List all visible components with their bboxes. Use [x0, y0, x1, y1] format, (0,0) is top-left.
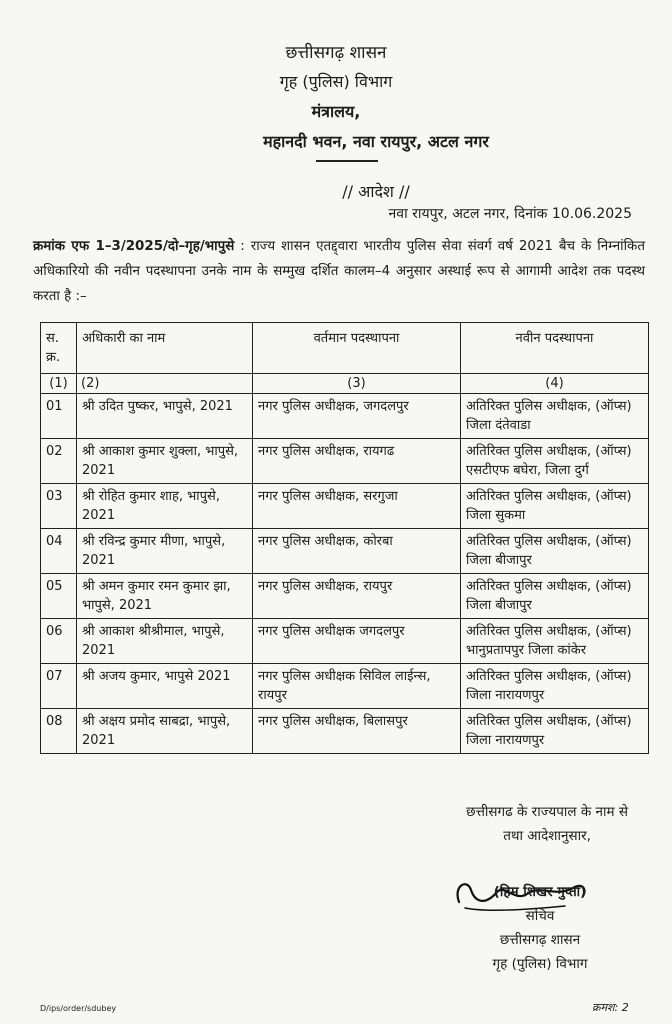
- table-row: [41, 664, 649, 709]
- order-body: [33, 234, 645, 309]
- row-sno: 01: [41, 394, 77, 439]
- file-reference: D/ips/order/sdubey: [40, 1004, 117, 1013]
- row-sno: 08: [41, 709, 77, 754]
- table-row: [41, 709, 649, 754]
- col-number: (1): [41, 374, 77, 394]
- row-current-posting: नगर पुलिस अधीक्षक सिविल लाईन्स, रायपुर: [253, 664, 461, 709]
- row-officer-name: श्री अजय कुमार, भापुसे 2021: [77, 664, 253, 709]
- continued-marker: क्रमश: 2: [592, 1001, 629, 1014]
- row-sno: 07: [41, 664, 77, 709]
- closing-line-1: छत्तीसगढ के राज्यपाल के नाम से: [466, 804, 628, 820]
- row-current-posting: नगर पुलिस अधीक्षक, बिलासपुर: [253, 709, 461, 754]
- row-officer-name: श्री रविन्द्र कुमार मीणा, भापुसे, 2021: [77, 529, 253, 574]
- row-new-posting: अतिरिक्त पुलिस अधीक्षक, (ऑप्स) जिला बीजापुर: [461, 529, 649, 574]
- row-current-posting: नगर पुलिस अधीक्षक, सरगुजा: [253, 484, 461, 529]
- col-header-name: अधिकारी का नाम: [77, 323, 253, 374]
- row-current-posting: नगर पुलिस अधीक्षक, रायगढ: [253, 439, 461, 484]
- row-current-posting: नगर पुलिस अधीक्षक, रायपुर: [253, 574, 461, 619]
- row-new-posting: अतिरिक्त पुलिस अधीक्षक, (ऑप्स) जिला बीजापुर: [461, 574, 649, 619]
- row-new-posting: अतिरिक्त पुलिस अधीक्षक, (ऑप्स) जिला सुकमा: [461, 484, 649, 529]
- row-new-posting: अतिरिक्त पुलिस अधीक्षक, (ऑप्स) भानुप्रतापपुर जिला कांकेर: [461, 619, 649, 664]
- address-line: महानदी भवन, नवा रायपुर, अटल नगर: [263, 132, 489, 151]
- column-number-row: [41, 374, 649, 394]
- department-name: गृह (पुलिस) विभाग: [279, 72, 393, 91]
- closing-block: [466, 800, 628, 848]
- table-header-row: [41, 323, 649, 374]
- table-row: [41, 619, 649, 664]
- col-number: (3): [253, 374, 461, 394]
- row-officer-name: श्री उदित पुष्कर, भापुसे, 2021: [77, 394, 253, 439]
- row-current-posting: नगर पुलिस अधीक्षक जगदलपुर: [253, 619, 461, 664]
- row-current-posting: नगर पुलिस अधीक्षक, जगदलपुर: [253, 394, 461, 439]
- row-new-posting: अतिरिक्त पुलिस अधीक्षक, (ऑप्स) एसटीएफ बघेरा, जिला दुर्ग: [461, 439, 649, 484]
- table-row: [41, 394, 649, 439]
- row-new-posting: अतिरिक्त पुलिस अधीक्षक, (ऑप्स) जिला नारायणपुर: [461, 709, 649, 754]
- row-sno: 04: [41, 529, 77, 574]
- table-row: [41, 484, 649, 529]
- ministry-label: मंत्रालय,: [311, 102, 361, 121]
- order-title: // आदेश //: [342, 182, 410, 201]
- row-sno: 03: [41, 484, 77, 529]
- govt-name: छत्तीसगढ़ शासन: [285, 43, 387, 63]
- row-officer-name: श्री अक्षय प्रमोद साबद्रा, भापुसे, 2021: [77, 709, 253, 754]
- closing-line-2: तथा आदेशानुसार,: [503, 828, 591, 844]
- place-date: नवा रायपुर, अटल नगर, दिनांक 10.06.2025: [388, 206, 632, 222]
- row-sno: 06: [41, 619, 77, 664]
- row-officer-name: श्री अमन कुमार रमन कुमार झा, भापुसे, 2021: [77, 574, 253, 619]
- row-officer-name: श्री आकाश कुमार शुक्ला, भापुसे, 2021: [77, 439, 253, 484]
- col-header-sno: स. क्र.: [41, 323, 77, 374]
- signatory-block: [440, 880, 640, 976]
- col-number: (2): [77, 374, 253, 394]
- body-text: : राज्य शासन एतद्द्वारा भारतीय पुलिस सेवा संवर्ग वर्ष 2021 बैच के निम्नांकित अधिकारियो की नवीन पदस्थापना उनके नाम के सम्मुख दर्शित कालम–4 अनुसार अस्थाई रूप से आगामी आदेश तक पदस्थ करता है :–: [33, 239, 645, 304]
- header-divider: [316, 160, 378, 162]
- row-sno: 05: [41, 574, 77, 619]
- table-row: [41, 529, 649, 574]
- row-officer-name: श्री आकाश श्रीश्रीमाल, भापुसे, 2021: [77, 619, 253, 664]
- row-current-posting: नगर पुलिस अधीक्षक, कोरबा: [253, 529, 461, 574]
- signatory-dept: गृह (पुलिस) विभाग: [492, 956, 588, 972]
- table-row: [41, 439, 649, 484]
- signatory-name: (हिम शिखर गुप्ता): [493, 884, 587, 900]
- postings-table: [40, 322, 649, 754]
- row-new-posting: अतिरिक्त पुलिस अधीक्षक, (ऑप्स) जिला नारायणपुर: [461, 664, 649, 709]
- reference-number: क्रमांक एफ 1–3/2025/दो–गृह/भापुसे: [33, 239, 235, 254]
- row-officer-name: श्री रोहित कुमार शाह, भापुसे, 2021: [77, 484, 253, 529]
- row-new-posting: अतिरिक्त पुलिस अधीक्षक, (ऑप्स) जिला दंतेवाडा: [461, 394, 649, 439]
- signatory-org: छत्तीसगढ़ शासन: [499, 932, 581, 948]
- row-sno: 02: [41, 439, 77, 484]
- table-row: [41, 574, 649, 619]
- signatory-designation: सचिव: [525, 908, 555, 924]
- col-number: (4): [461, 374, 649, 394]
- col-header-current: वर्तमान पदस्थापना: [253, 323, 461, 374]
- col-header-new: नवीन पदस्थापना: [461, 323, 649, 374]
